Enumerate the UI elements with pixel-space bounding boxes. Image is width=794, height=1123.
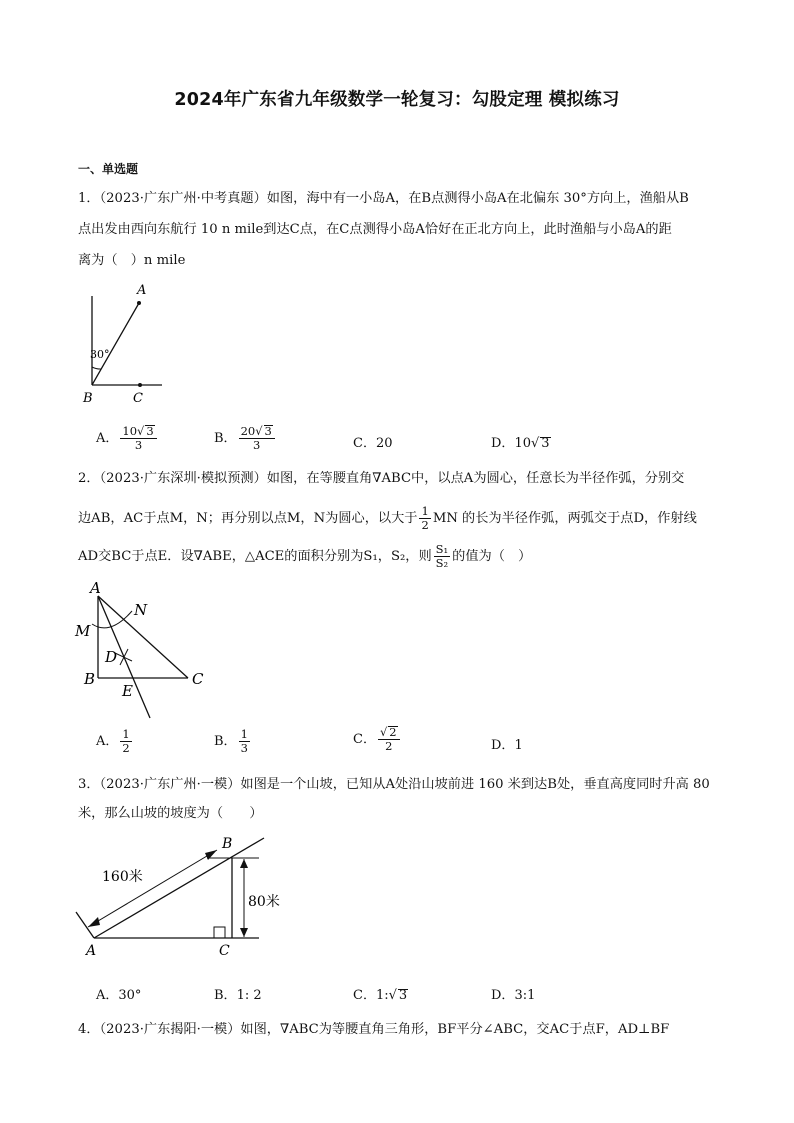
q3-line-2: 米，那么山坡的坡度为（ ） <box>78 806 263 821</box>
q4-line-1: 4．（2023·广东揭阳·一模）如图，∇ABC为等腰直角三角形，BF平分∠ABC，交AC于点F，AD⊥BF <box>78 1022 670 1037</box>
q2-label-a: A <box>90 579 101 597</box>
q3-line-1: 3．（2023·广东广州·一模）如图是一个山坡，已知从A处沿山坡前进 160 米到达B处，垂直高度同时升高 80 <box>78 777 710 792</box>
q3-figure <box>72 828 280 960</box>
q2-label-b: B <box>84 670 96 688</box>
section-heading: 一、单选题 <box>78 162 139 176</box>
q2-figure <box>70 578 220 723</box>
q3-right-angle <box>214 927 225 938</box>
q2-option-d[interactable]: D．1 <box>491 738 523 753</box>
q2-label-m: M <box>75 622 91 640</box>
q3-option-a[interactable]: A．30° <box>96 988 142 1003</box>
q1-line-1: 1．（2023·广东广州·中考真题）如图，海中有一小岛A，在B点测得小岛A在北偏东 30°方向上，渔船从B <box>78 191 689 206</box>
q2-line-3: AD交BC于点E．设∇ABE，△ACE的面积分别为S₁，S₂，则 $\frac{\text{S₁}}{\text{S₂}}$ 的值为（ ） <box>78 542 532 570</box>
q3-option-c[interactable]: C．1:√ 3 <box>353 988 408 1003</box>
q3-arrow-slope <box>88 850 217 927</box>
q1-line-ba <box>92 303 139 385</box>
q3-label-b: B <box>222 836 233 852</box>
q2-label-d: D <box>105 648 118 666</box>
q1-label-b: B <box>83 391 93 406</box>
q2-line-1: 2．（2023·广东深圳·模拟预测）如图，在等腰直角∇ABC中，以点A为圆心，任意长为半径作弧，分别交 <box>78 471 685 486</box>
q3-label-height: 80米 <box>248 894 280 910</box>
q3-label-a: A <box>86 943 97 959</box>
q1-figure <box>78 278 178 410</box>
q1-point-c <box>138 383 142 387</box>
q1-option-d[interactable]: D．10√ 3 <box>491 436 550 451</box>
q3-option-d[interactable]: D．3:1 <box>491 988 536 1003</box>
q1-point-a <box>137 301 141 305</box>
q1-line-2: 点出发由西向东航行 10 n mile到达C点，在C点测得小岛A恰好在正北方向上，此时渔船与小岛A的距 <box>78 222 672 237</box>
q3-arrow-height-top <box>240 859 248 868</box>
q3-option-b[interactable]: B．1: 2 <box>214 988 262 1003</box>
q3-label-slope: 160米 <box>102 869 143 885</box>
page-title: 2024年广东省九年级数学一轮复习：勾股定理 模拟练习 <box>174 90 620 110</box>
q1-label-c: C <box>133 391 143 406</box>
q2-line-2: 边AB，AC于点M，N；再分别以点M，N为圆心，以大于 $\frac{1}{2}$ MN 的长为半径作弧，两弧交于点D，作射线 <box>78 504 697 532</box>
q1-label-a: A <box>137 283 147 298</box>
q3-label-c: C <box>219 943 230 959</box>
q1-label-angle: 30° <box>90 348 110 361</box>
q3-arrow-height-bottom <box>240 928 248 937</box>
q1-line-3: 离为（ ）n mile <box>78 253 186 268</box>
q1-option-c[interactable]: C．20 <box>353 436 393 451</box>
q1-angle-arc <box>92 367 101 369</box>
q3-slope <box>94 838 264 938</box>
q1-option-a[interactable]: A． $\frac{10√ 3}{3}$ <box>96 425 159 452</box>
q2-option-a[interactable]: A． $\frac{1}{2}$ <box>96 727 130 755</box>
q2-label-e: E <box>122 682 133 700</box>
q2-option-c[interactable]: C． $\frac{√ 2}{2}$ <box>353 726 402 753</box>
q1-option-b[interactable]: B． $\frac{20√ 3}{3}$ <box>214 425 277 452</box>
q2-option-b[interactable]: B． $\frac{1}{3}$ <box>214 727 248 755</box>
q2-label-c: C <box>192 670 204 688</box>
q3-arrow-slope-tail <box>88 917 100 927</box>
q2-label-n: N <box>134 601 148 619</box>
